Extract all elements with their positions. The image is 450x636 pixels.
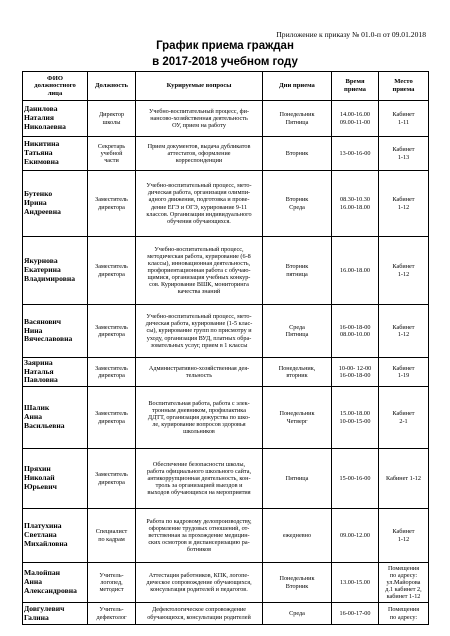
reception-days-line: Вторник [285,196,309,204]
person-name-cell [23,509,88,563]
topics-line: аттестатов, оформление [167,149,231,157]
person-name-cell [23,358,88,387]
person-name-line: Екатерина [24,265,61,275]
position-line: Специалист [95,528,128,536]
person-name-line: Довгулевич [24,603,65,613]
position-cell [88,603,136,625]
topics-line: Учебно-воспитательный процесс, мето- [146,182,252,190]
topics-cell [136,137,263,171]
person-name-line: Данилова [24,104,58,114]
position-line: директора [98,331,125,338]
position-cell [88,358,136,387]
topics-cell [136,509,263,563]
position-line: Директор [98,111,125,119]
person-name-cell [23,387,88,449]
reception-days-cell [263,563,332,603]
reception-days-cell [263,387,332,449]
person-name-line: Владимировна [24,273,75,283]
position-line: директора [98,270,125,278]
topics-line: выходов обучающихся на мероприятия [147,489,251,497]
table-row [23,449,429,509]
topics-cell [136,603,263,625]
topics-line: нансово-хозяйственная деятельность [150,114,248,122]
position-line: Секретарь [97,142,126,150]
topics-line: школьников [183,428,215,436]
reception-days-line: пятница [286,270,308,278]
reception-schedule-table [22,71,429,625]
reception-days-cell [263,449,332,509]
reception-place-cell [379,237,429,305]
reception-place-line: ул.Майорова [386,578,421,586]
topics-line: сов. Курирование ВШК, мониторинга [149,281,249,289]
column-header-place: Место приема [379,72,429,101]
topics-line: уходу, организация ВУД, платных обра- [146,334,252,342]
topics-line: сы), курирование групп по присмотру и [146,327,252,335]
position-line: дефектолог [96,613,127,621]
position-cell [88,101,136,137]
reception-place-cell [379,387,429,449]
reception-place-cell [379,449,429,509]
position-cell [88,237,136,305]
reception-days-line: Понедельник [279,111,315,119]
reception-place-line: по адресу: [389,571,418,579]
table-row [23,387,429,449]
position-cell [88,563,136,603]
topics-line: Прием документов, выдача дубликатов [147,142,251,150]
reception-place-cell [379,509,429,563]
reception-time-cell [332,171,379,237]
topics-line: Административно-хозяйственная дея- [148,364,250,372]
topics-line: методическая работа, курирование (6-8 [147,252,251,260]
reception-days-line: вторник [286,372,308,379]
reception-place-line: Кабинет 1-12 [386,474,421,482]
document-subtitle: в 2017-2018 учебном году [152,56,298,68]
person-name-line: Васянович [24,316,62,326]
reception-place-line: Кабинет [392,196,415,204]
reception-time-line: 16-00-17-00 [339,609,371,617]
position-line: части [104,157,119,165]
position-line: методист [99,586,124,594]
column-header-position: Должность [88,72,136,101]
reception-place-line: Помещения [387,606,420,614]
reception-days-cell [263,603,332,625]
person-name-line: Михайловна [24,538,68,548]
topics-line: Работа по кадровому делопроизводству, [146,517,252,525]
topics-line: ских осмотров и диспансеризацию ра- [148,539,250,547]
reception-days-cell [263,509,332,563]
person-name-line: Малойпан [24,568,61,578]
table-row [23,603,429,625]
person-name-cell [23,137,88,171]
table-row [23,563,429,603]
topics-line: троль за организацией выездов и [155,482,243,490]
person-name-line: Васильевна [24,420,65,430]
reception-place-cell [379,101,429,137]
person-name-line: Никитина [24,139,60,149]
reception-days-cell [263,305,332,358]
reception-place-cell [379,358,429,387]
position-cell [88,305,136,358]
reception-place-line: 1-13 [397,153,410,161]
reception-time-line: 10-00- 12-00 [338,364,372,372]
reception-days-line: Понедельник, [278,364,316,372]
reception-days-cell [263,137,332,171]
topics-line: ле, курирование вопросов здоровья [152,421,246,429]
position-cell [88,449,136,509]
reception-days-line: Понедельник [279,575,315,583]
person-name-line: Николаевна [24,121,66,131]
column-header-name: ФИО должностного лица [23,72,88,101]
position-line: Заместитель [95,263,128,271]
reception-days-cell [263,358,332,387]
reception-time-cell [332,563,379,603]
reception-place-line: Кабинет [392,323,415,331]
reception-days-line: Среда [289,203,305,211]
position-cell [88,171,136,237]
reception-time-line: 08.00-10.00 [340,331,370,338]
reception-days-cell [263,171,332,237]
person-name-line: Екимовна [24,156,59,166]
topics-line: оформление трудовых отношений, от- [148,524,250,532]
reception-time-line: 13-00-16-00 [339,149,371,157]
reception-place-line: д.1 кабинет 2, [385,586,422,594]
reception-time-line: 16-00-18-00 [339,323,371,331]
topics-line: ветственная за прохождение медицин- [148,531,250,539]
topics-line: Учебно-воспитательный процесс, мето- [146,313,252,321]
reception-days-cell [263,237,332,305]
person-name-line: Заярина [24,357,53,367]
person-name-line: Наталья [24,366,54,376]
reception-place-cell [379,305,429,358]
person-name-line: Шалик [24,403,50,413]
reception-place-line: 1-12 [397,535,410,543]
person-name-line: Анна [24,412,43,422]
topics-line: профориентационная работа с обучаю- [147,266,251,274]
reception-days-line: Понедельник [279,410,315,418]
topics-cell [136,305,263,358]
reception-days-line: Среда [289,609,305,617]
reception-time-cell [332,137,379,171]
reception-days-line: Вторник [285,263,309,271]
column-header-topics: Курируемые вопросы [136,72,263,101]
reception-place-line: Кабинет [392,410,415,418]
topics-line: консультация родителей и педагогов. [150,586,248,594]
position-line: Заместитель [95,323,128,331]
column-header-days: Дни приема [263,72,332,101]
reception-time-cell [332,237,379,305]
topics-line: качества знаний [177,288,221,296]
table-row [23,509,429,563]
topics-line: классов. Организация индивидуального [146,210,252,218]
position-line: Заместитель [95,364,128,372]
appendix-note: Приложение к приказу № 01.0-п от 09.01.2018 [276,30,426,39]
reception-days-line: Пятница [285,331,309,338]
topics-line: Учебно-воспитательный процесс, [154,245,244,253]
topics-line: обучающихся, консультации родителей [147,613,251,621]
topics-cell [136,449,263,509]
reception-place-line: 1-11 [397,118,410,126]
topics-line: классы), инновационная деятельность, [147,259,251,267]
person-name-cell [23,563,88,603]
topics-line: адного движения, подготовка и прове- [148,196,250,204]
person-name-line: Юрьевич [24,481,57,491]
topics-line: ботников [186,546,212,554]
topics-line: обучения обучающихся. [167,217,231,225]
reception-time-cell [332,305,379,358]
reception-days-cell [263,101,332,137]
reception-time-line: 16.00-18.00 [340,203,370,211]
table-row [23,101,429,137]
reception-place-line: кабинет 1-12 [386,593,421,601]
topics-line: антикоррупционная деятельность, кон- [147,474,251,482]
reception-place-line: Кабинет [392,146,415,154]
position-cell [88,509,136,563]
position-cell [88,137,136,171]
position-line: школы [102,118,121,126]
topics-line: дическое сопровождение обучающихся, [146,578,252,586]
reception-place-line: 2-1 [399,417,408,425]
topics-line: корреспонденции [175,157,223,165]
person-name-line: Наталия [24,113,54,123]
person-name-line: Павловна [24,375,58,385]
reception-time-cell [332,387,379,449]
person-name-line: Анна [24,577,43,587]
reception-place-cell [379,137,429,171]
reception-days-line: ежедневно [282,531,312,539]
column-header-time: Время приема [332,72,379,101]
topics-line: Аттестация работников, КПК, логопе- [148,571,250,579]
person-name-line: Андреевна [24,206,61,216]
reception-time-line: 14.00-16.00 [340,111,370,119]
topics-cell [136,358,263,387]
topics-line: тронным дневником, профилактика [152,406,246,414]
topics-line: Учебно-воспитательный процесс, фи- [148,107,250,115]
reception-time-line: 15-00-16-00 [339,474,371,482]
person-name-line: Галина [24,612,49,622]
document-title: График приема граждан [156,40,294,52]
person-name-line: Вячеславовна [24,334,73,344]
reception-days-line: Пятница [285,474,309,482]
table-row [23,358,429,387]
reception-place-line: Помещения [387,564,420,572]
reception-time-line: 09.00-11-00 [339,118,371,126]
person-name-line: Николай [24,473,55,483]
topics-cell [136,101,263,137]
position-line: логопед, [100,578,123,586]
table-row [23,237,429,305]
person-name-line: Якурнова [24,256,58,266]
reception-place-cell [379,171,429,237]
topics-line: дическая работа, организация олимпи- [147,189,251,197]
reception-place-line: 1-12 [397,331,410,338]
position-cell [88,387,136,449]
reception-time-line: 08.30-10.30 [340,196,370,204]
reception-place-cell [379,603,429,625]
person-name-line: Ирина [24,198,47,208]
person-name-cell [23,603,88,625]
position-line: Заместитель [95,471,128,479]
position-line: Заместитель [95,410,128,418]
topics-line: Обеспечение безопасности школы, [152,460,246,468]
topics-line: ДДТТ, организация дежурства по шко- [147,413,251,421]
table-header-row [23,72,429,101]
reception-time-cell [332,101,379,137]
reception-place-line: Кабинет [392,263,415,271]
reception-time-cell [332,603,379,625]
topics-line: тельность [185,372,213,379]
topics-line: работа официального школьного сайта, [146,467,251,475]
reception-time-cell [332,358,379,387]
reception-place-line: по адресу: [389,613,418,621]
person-name-line: Татьяна [24,148,53,158]
reception-place-cell [379,563,429,603]
person-name-line: Платухина [24,521,62,531]
topics-cell [136,171,263,237]
reception-time-cell [332,449,379,509]
position-line: директора [98,203,125,211]
topics-line: зовательных услуг, прием в 1 классы [150,341,248,349]
reception-time-line: 10-00-15-00 [339,417,371,425]
person-name-cell [23,449,88,509]
position-line: директора [98,372,125,379]
person-name-cell [23,237,88,305]
table-row [23,171,429,237]
reception-place-line: Кабинет [392,111,415,119]
topics-line: дение ЕГЭ и ОГЭ, курирование 9-11 [150,203,248,211]
reception-time-line: 13.00-15.00 [340,578,370,586]
reception-time-cell [332,509,379,563]
reception-place-line: Кабинет [392,528,415,536]
position-line: Заместитель [95,196,128,204]
topics-cell [136,563,263,603]
topics-line: дическая работа, курирование (1-5 клас- [145,320,253,328]
reception-place-line: 1-19 [397,372,410,379]
topics-line: Дефектологическое сопровождение [151,606,247,614]
topics-line: ОУ, прием на работу [172,122,226,130]
position-line: по кадрам [98,535,125,543]
reception-place-line: Кабинет [392,364,415,372]
person-name-line: Александровна [24,585,77,595]
topics-line: Воспитательная работа, работа с элек- [148,399,250,407]
table-row [23,137,429,171]
person-name-line: Нина [24,325,43,335]
reception-place-line: 1-12 [397,203,410,211]
position-line: учебной [100,149,123,157]
reception-time-line: 16.00-18.00 [340,266,370,274]
position-line: Учитель- [99,606,124,614]
person-name-line: Пряхин [24,464,51,474]
person-name-cell [23,171,88,237]
person-name-cell [23,305,88,358]
person-name-cell [23,101,88,137]
reception-place-line: 1-12 [397,270,410,278]
position-line: директора [98,478,125,486]
reception-time-line: 16-00-18-00 [339,372,371,379]
topics-cell [136,237,263,305]
reception-days-line: Среда [289,323,305,331]
reception-time-line: 09.00-12.00 [340,531,370,539]
reception-days-line: Вторник [285,582,309,590]
topics-cell [136,387,263,449]
position-line: Учитель- [99,571,124,579]
position-line: директора [98,417,125,425]
topics-line: щимися, организация учебных конкур- [147,274,251,282]
reception-time-line: 15.00-18.00 [340,410,370,418]
person-name-line: Светлана [24,530,57,540]
person-name-line: Бутенко [24,189,53,199]
reception-days-line: Четверг [286,417,308,425]
reception-days-line: Пятница [285,118,309,126]
table-row [23,305,429,358]
reception-days-line: Вторник [285,149,309,157]
